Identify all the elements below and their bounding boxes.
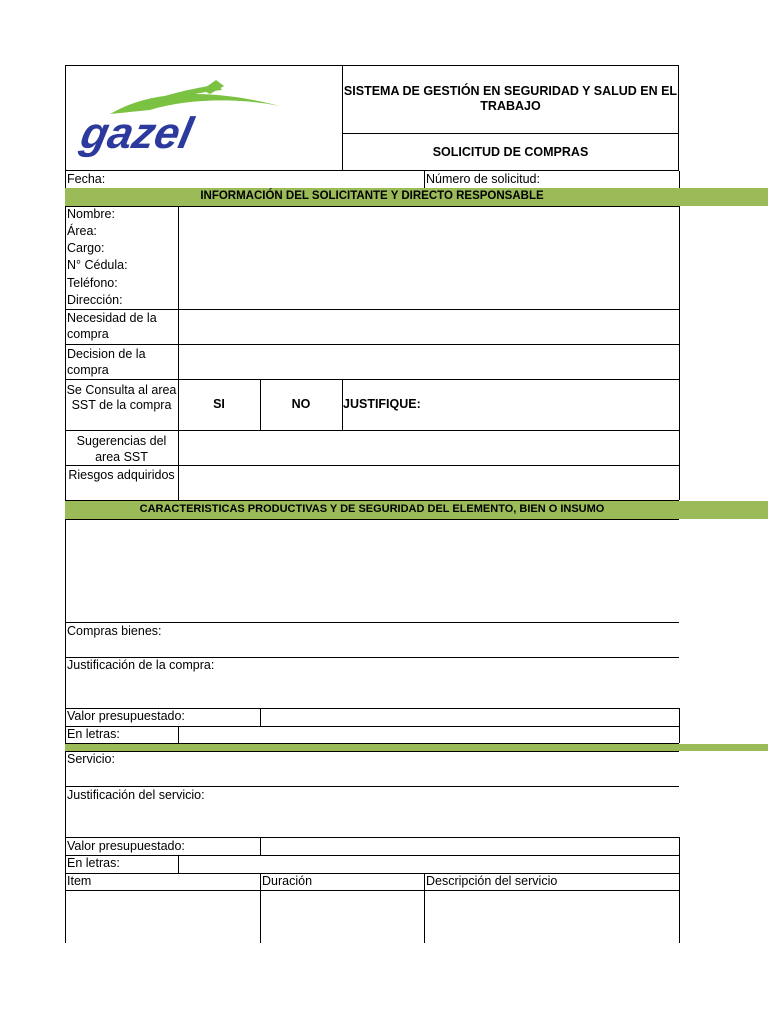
rule — [65, 344, 679, 345]
table-header-duracion: Duración — [262, 874, 313, 888]
valor-presupuestado-label: Valor presupuestado: — [67, 709, 185, 723]
valor-presupuestado2-label: Valor presupuestado: — [67, 839, 185, 853]
table-header-rule — [65, 890, 679, 891]
header-title: SISTEMA DE GESTIÓN EN SEGURIDAD Y SALUD EN EL TRABAJO — [343, 84, 678, 113]
necesidad-label: Necesidad de la compra — [67, 311, 157, 341]
compras-bienes-label: Compras bienes: — [67, 624, 162, 638]
valor2-divider — [260, 837, 261, 855]
gazel-logo-graphic — [76, 76, 290, 158]
rule — [65, 855, 679, 856]
right-border-upper — [679, 171, 680, 188]
rule — [65, 726, 679, 727]
si-option[interactable]: SI — [213, 397, 225, 411]
servicio-label: Servicio: — [67, 752, 115, 766]
no-option[interactable]: NO — [291, 397, 311, 411]
rule — [65, 379, 679, 380]
sugerencias-label: Sugerencias del area SST — [76, 434, 167, 464]
riesgos-label: Riesgos adquiridos — [68, 468, 175, 482]
valor-right — [679, 708, 680, 726]
rule — [65, 519, 679, 520]
table-right-border — [679, 873, 680, 943]
letras-divider — [178, 726, 179, 743]
table-col-divider-1 — [260, 873, 261, 943]
cargo-label: Cargo: — [67, 241, 105, 255]
decision-label: Decision de la compra — [67, 347, 146, 377]
numero-solicitud-label: Número de solicitud: — [426, 172, 540, 186]
justifique-label: JUSTIFIQUE: — [343, 397, 421, 411]
en-letras-label: En letras: — [67, 727, 120, 741]
area-label: Área: — [67, 224, 97, 238]
justificacion-servicio-label: Justificación del servicio: — [67, 788, 205, 802]
letras2-right — [679, 855, 680, 873]
section2-title: CARACTERISTICAS PRODUCTIVAS Y DE SEGURIDAD DEL ELEMENTO, BIEN O INSUMO — [139, 503, 605, 515]
header-title-divider — [342, 133, 679, 134]
rule — [65, 206, 679, 207]
nombre-label: Nombre: — [67, 207, 115, 221]
valor-divider — [260, 708, 261, 726]
rule — [65, 465, 679, 466]
consulta-label: Se Consulta al area SST de la compra — [66, 383, 177, 412]
justificacion-compra-label: Justificación de la compra: — [67, 658, 215, 672]
fecha-divider — [424, 171, 425, 188]
header-subtitle: SOLICITUD DE COMPRAS — [432, 145, 589, 159]
telefono-label: Teléfono: — [67, 276, 118, 290]
table-header-item: Item — [67, 874, 92, 888]
rule — [65, 873, 679, 874]
fecha-label: Fecha: — [67, 172, 106, 186]
table-header-descripcion: Descripción del servicio — [426, 874, 558, 888]
cedula-label: N° Cédula: — [67, 258, 128, 272]
section1-title: INFORMACIÓN DEL SOLICITANTE Y DIRECTO RESPONSABLE — [200, 190, 544, 202]
rule — [65, 430, 679, 431]
logo-text: gazel — [76, 109, 197, 158]
gazel-logo — [76, 76, 290, 158]
direccion-label: Dirección: — [67, 293, 123, 307]
valor2-right — [679, 837, 680, 855]
label-column-divider — [178, 206, 179, 500]
rule — [65, 751, 679, 752]
en-letras2-label: En letras: — [67, 856, 120, 870]
letras-right — [679, 726, 680, 743]
table-col-divider-2 — [424, 873, 425, 943]
separator-bar — [65, 744, 768, 751]
letras2-divider — [178, 855, 179, 873]
left-border — [65, 171, 66, 943]
right-border-mid — [679, 206, 680, 500]
